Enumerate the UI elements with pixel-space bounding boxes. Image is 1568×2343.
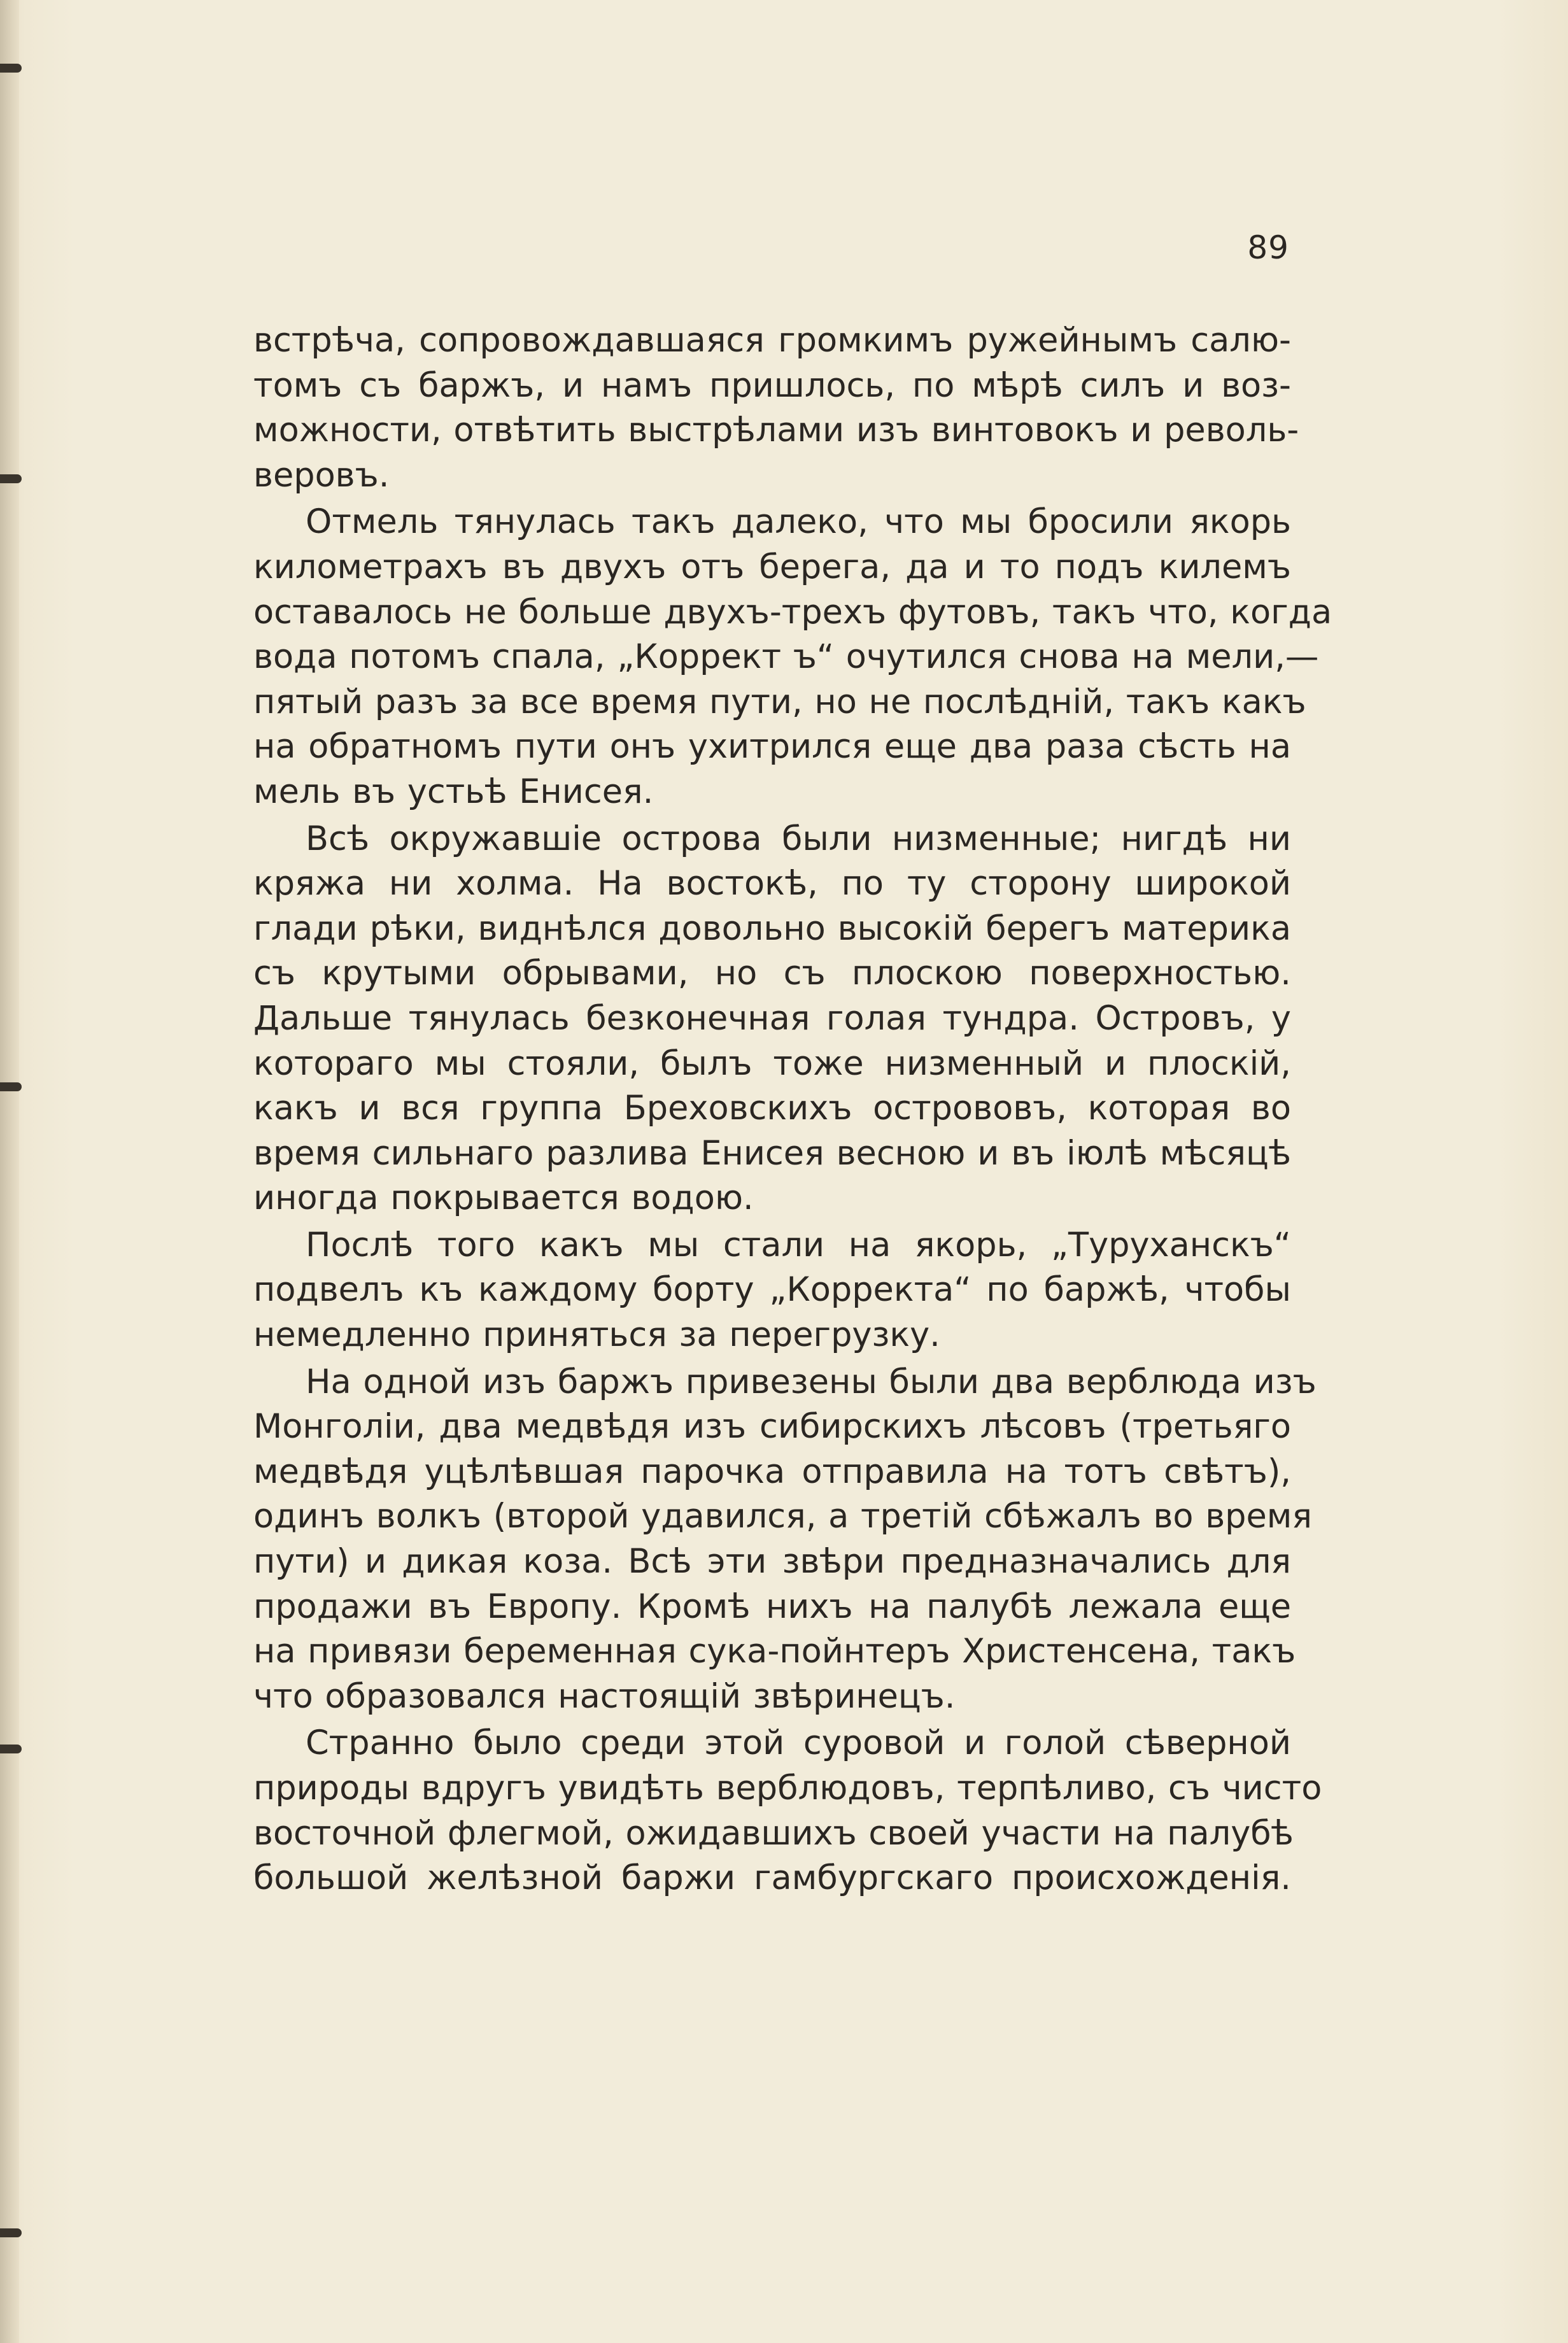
text-line: немедленно приняться за перегрузку. [253,1315,940,1355]
text-line: что образовался настоящiй звѣринецъ. [253,1676,956,1716]
text-line: томъ съ баржъ, и намъ пришлось, по мѣрѣ силъ и воз- [253,365,1291,405]
text-line: Всѣ окружавшiе острова были низменные; нигдѣ ни [306,819,1291,858]
text-line: На одной изъ баржъ привезены были два верблюда изъ [306,1362,1317,1401]
paragraph [253,500,1332,814]
text-line: оставалось не больше двухъ-трехъ футовъ, такъ что, когда [253,592,1332,632]
text-line: какъ и вся группа Бреховскихъ острововъ, которая во [253,1089,1291,1128]
text-line: на привязи беременная сука-пойнтеръ Христенсена, такъ [253,1632,1296,1671]
body-text [253,318,1332,1901]
text-line: мель въ устьѣ Енисея. [253,772,654,811]
page-number: 89 [1247,229,1289,266]
text-line: иногда покрывается водою. [253,1179,754,1218]
paragraph [253,817,1291,1221]
text-line: Странно было среди этой суровой и голой сѣверной [306,1724,1291,1763]
text-line: Дальше тянулась безконечная голая тундра. Островъ, у [253,998,1291,1038]
paragraph [253,1223,1291,1358]
binding-stitch [0,64,22,73]
paragraph [253,318,1299,498]
text-line: пути) и дикая коза. Всѣ эти звѣри предназначались для [253,1542,1291,1582]
text-line: большой желѣзной баржи гамбургскаго происхожденiя. [253,1858,1291,1898]
paragraph [253,1721,1322,1901]
text-line: съ крутыми обрывами, но съ плоскою поверхностью. [253,954,1291,993]
page-binding-edge [0,0,19,2343]
text-line: можности, отвѣтить выстрѣлами изъ винтовокъ и револь- [253,411,1299,450]
text-line: веровъ. [253,455,390,495]
paragraph [253,1360,1317,1720]
text-line: время сильнаго разлива Енисея весною и въ iюлѣ мѣсяцѣ [253,1133,1291,1173]
binding-stitch [0,1745,22,1753]
text-line: пятый разъ за все время пути, но не послѣднiй, такъ какъ [253,682,1306,721]
binding-stitch [0,1082,22,1091]
text-line: Отмель тянулась такъ далеко, что мы бросили якорь [306,502,1291,542]
text-line: кряжа ни холма. На востокѣ, по ту сторону широкой [253,864,1291,903]
text-line: одинъ волкъ (второй удавился, а третiй сбѣжалъ во время [253,1497,1312,1536]
text-line: природы вдругъ увидѣть верблюдовъ, терпѣливо, съ чисто [253,1769,1322,1808]
text-line: глади рѣки, виднѣлся довольно высокiй берегъ материка [253,909,1291,948]
text-line: подвелъ къ каждому борту „Корректа“ по баржѣ, чтобы [253,1270,1291,1310]
binding-stitch [0,2228,22,2237]
text-line: километрахъ въ двухъ отъ берега, да и то подъ килемъ [253,547,1291,586]
text-line: вода потомъ спала, „Коррект ъ“ очутился снова на мели,— [253,637,1319,677]
text-line: на обратномъ пути онъ ухитрился еще два раза сѣсть на [253,727,1291,767]
text-line: котораго мы стояли, былъ тоже низменный и плоскiй, [253,1044,1291,1083]
text-line: Монголiи, два медвѣдя изъ сибирскихъ лѣсовъ (третьяго [253,1407,1291,1447]
text-line: встрѣча, сопровождавшаяся громкимъ ружейнымъ салю- [253,321,1291,360]
binding-stitch [0,474,22,483]
text-line: Послѣ того какъ мы стали на якорь, „Туруханскъ“ [306,1225,1291,1264]
text-line: продажи въ Европу. Кромѣ нихъ на палубѣ лежала еще [253,1587,1291,1626]
text-line: восточной флегмой, ожидавшихъ своей участи на палубѣ [253,1813,1294,1853]
text-line: медвѣдя уцѣлѣвшая парочка отправила на тотъ свѣтъ), [253,1452,1291,1491]
